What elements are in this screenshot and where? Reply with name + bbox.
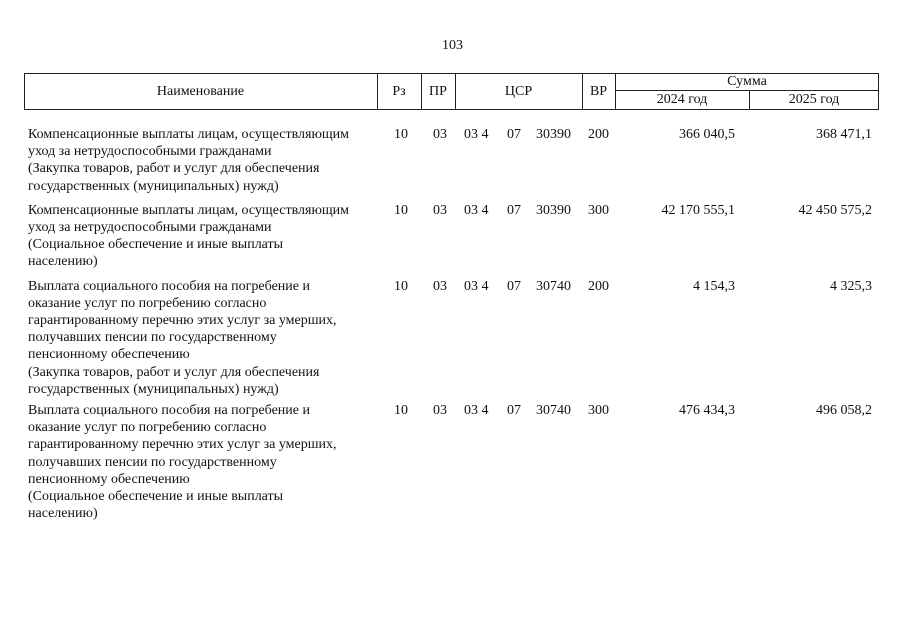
row-name-line: получавших пенсии по государственному — [28, 330, 277, 346]
row-name — [28, 126, 368, 195]
row-vr: 300 — [588, 403, 609, 419]
row-vr: 200 — [588, 127, 609, 142]
header-csr: ЦСР — [504, 84, 533, 99]
table-row — [28, 202, 878, 271]
row-name-line: Выплата социального пособия на погребение и — [28, 403, 310, 419]
row-name-line: уход за нетрудоспособными гражданами — [28, 220, 272, 236]
row-csr-subprogram: 07 — [507, 403, 521, 419]
row-name-line: Компенсационные выплаты лицам, осуществляющим — [28, 202, 350, 218]
row-name-line: (Закупка товаров, работ и услуг для обеспечения — [28, 161, 320, 177]
row-sum-2024: 366 040,5 — [679, 127, 735, 142]
table-body — [28, 126, 878, 522]
row-name-line: пенсионному обеспечению — [28, 471, 190, 487]
header-name: Наименование — [156, 84, 245, 99]
row-name — [28, 402, 368, 522]
row-pr: 03 — [433, 202, 447, 218]
row-vr: 300 — [588, 202, 609, 218]
table-header — [24, 73, 879, 110]
header-year-2025: 2025 год — [788, 92, 840, 107]
row-name-line: оказание услуг по погребению согласно — [28, 295, 267, 311]
row-name-line: гарантированному перечню этих услуг за умерших, — [28, 437, 337, 453]
table-row — [28, 278, 878, 398]
table-row — [28, 126, 878, 195]
header-vr: ВР — [589, 84, 608, 99]
row-csr-subprogram: 07 — [507, 278, 521, 294]
row-pr: 03 — [433, 127, 447, 142]
row-csr-direction: 30740 — [536, 278, 571, 294]
header-sum: Сумма — [727, 74, 767, 89]
row-name-line: населению) — [28, 506, 98, 522]
row-name-line: Компенсационные выплаты лицам, осуществляющим — [28, 127, 350, 142]
row-name-line: (Закупка товаров, работ и услуг для обеспечения — [28, 364, 320, 380]
row-name-line: государственных (муниципальных) нужд) — [28, 381, 279, 397]
row-sum-2024: 42 170 555,1 — [661, 202, 735, 218]
row-sum-2024: 476 434,3 — [679, 403, 735, 419]
row-pr: 03 — [433, 403, 447, 419]
row-pr: 03 — [433, 278, 447, 294]
row-name-line: уход за нетрудоспособными гражданами — [28, 144, 272, 160]
row-name-line: гарантированному перечню этих услуг за умерших, — [28, 313, 337, 329]
row-name-line: (Социальное обеспечение и иные выплаты — [28, 489, 284, 505]
row-csr-program: 03 4 — [464, 127, 489, 142]
row-name-line: пенсионному обеспечению — [28, 347, 190, 363]
row-name-line: населению) — [28, 254, 98, 270]
row-name — [28, 278, 368, 398]
row-name-line: получавших пенсии по государственному — [28, 454, 277, 470]
header-rz: Рз — [392, 84, 406, 99]
row-name-line: (Социальное обеспечение и иные выплаты — [28, 237, 284, 253]
row-name-line: государственных (муниципальных) нужд) — [28, 178, 279, 194]
row-csr-direction: 30740 — [536, 403, 571, 419]
row-rz: 10 — [394, 403, 408, 419]
row-rz: 10 — [394, 202, 408, 218]
row-csr-program: 03 4 — [464, 403, 489, 419]
row-csr-subprogram: 07 — [507, 202, 521, 218]
row-csr-subprogram: 07 — [507, 127, 521, 142]
row-name-line: Выплата социального пособия на погребение и — [28, 278, 310, 294]
row-name — [28, 202, 368, 271]
row-sum-2025: 368 471,1 — [816, 127, 872, 142]
page-number: 103 — [442, 38, 463, 53]
row-sum-2025: 42 450 575,2 — [798, 202, 872, 218]
header-pr: ПР — [429, 84, 447, 99]
header-sum-divider — [615, 90, 879, 91]
row-sum-2025: 496 058,2 — [816, 403, 872, 419]
row-name-line: оказание услуг по погребению согласно — [28, 420, 267, 436]
row-csr-direction: 30390 — [536, 127, 571, 142]
row-rz: 10 — [394, 127, 408, 142]
row-csr-program: 03 4 — [464, 202, 489, 218]
row-sum-2025: 4 325,3 — [830, 278, 872, 294]
row-vr: 200 — [588, 278, 609, 294]
row-rz: 10 — [394, 278, 408, 294]
table-row — [28, 402, 878, 522]
row-csr-direction: 30390 — [536, 202, 571, 218]
row-csr-program: 03 4 — [464, 278, 489, 294]
header-year-2024: 2024 год — [656, 92, 708, 107]
row-sum-2024: 4 154,3 — [693, 278, 735, 294]
